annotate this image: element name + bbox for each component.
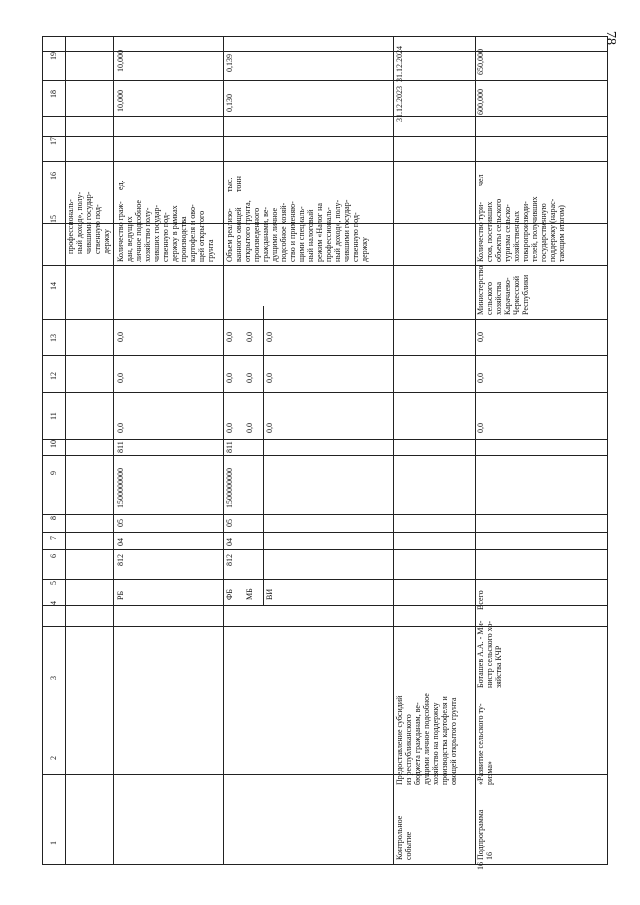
cell-value: 0,0 [116,332,125,342]
cell-unit: ед. [116,180,125,190]
cell-indicator: Количество граж- дан, ведущих личное подсобное хозяйство полу- чивших государ- ственную под- держку в рамках производства картофеля и ово- щей открытого грунта [116,200,215,262]
cell-unit: чел [476,174,485,186]
cell-code: 04 [116,538,125,546]
cell-value: 0,0 [265,332,274,342]
cell-value: 0,0 [225,373,234,383]
col-num: 4 [49,601,58,605]
col-num: 16 [49,172,58,180]
cell-code: 811 [225,441,234,453]
cell-value: 0,0 [476,373,485,383]
cell-executor: Министерство сельского хозяйства Карачаево- Черкесской Республики [476,265,530,315]
cell-code: 05 [225,519,234,527]
col-num: 1 [49,841,58,845]
cell-label: Подпрограмма 16 [476,809,494,860]
col-num: 12 [49,372,58,380]
cell-label: Контрольное событие [395,815,413,860]
cell-responsible: Боташев А.А. - Ми- нистр сельского хо- зяйства КЧР [476,620,503,688]
cell-code: 1500000000 [116,468,125,508]
cell-value: 10,000 [116,90,125,112]
col-num: 5 [49,581,58,585]
cell-description: Предоставление субсидий из республиканского бюджета гражданам, ве- дущими личное подсобное хозяйство на поддержку производства картофеля и овощей открытого грунта [395,693,458,785]
cell-value: 0,0 [245,423,254,433]
cell-number: 16 [476,862,485,870]
cell-source: ВИ [265,588,274,600]
cell-value: 0,0 [116,373,125,383]
cell-code: 05 [116,519,125,527]
col-num: 7 [49,536,58,540]
page-number: 78 [603,31,618,45]
col-num: 19 [49,52,58,60]
cell-code: 04 [225,538,234,546]
cell-source: ФБ [225,589,234,600]
col-num: 14 [49,282,58,290]
cell-description: «Развитие сельского ту- ризма» [476,703,494,785]
cell-value: 650,000 [476,49,485,75]
cell-value: 0,0 [245,373,254,383]
cell-indicator: Объем реализо- ванного овощей открытого грунта, произведенного гражданами, ве- дущими личное подсобное хозяй- ство и применяю- щими специаль- ный налоговый режим «Налог на профессиональ- ный доход», полу- чившими государ- ственную под- держку [225,199,369,262]
col-num: 17 [49,137,58,145]
cell-code: 812 [116,554,125,566]
cell-value: 600,000 [476,89,485,115]
cell-date: 31.12.2024 [395,46,404,82]
cell-value: 0,130 [225,94,234,112]
cell-value: 0,0 [116,423,125,433]
cell-source: РБ [116,590,125,600]
cell-unit: тыс. тонн [225,176,243,192]
cell-value: 0,0 [265,373,274,383]
col-num: 13 [49,334,58,342]
cell-code: 812 [225,554,234,566]
cell-value: 0,0 [265,423,274,433]
cell-value: 0,0 [245,332,254,342]
col-num: 15 [49,215,58,223]
cell-indicator: профессиональ- ный доход», полу- чившими государ- ственную под- держку [66,191,111,254]
cell-code: 811 [116,441,125,453]
table [42,36,608,865]
cell-value: 0,0 [476,423,485,433]
cell-source: МБ [245,588,254,600]
col-num: 6 [49,554,58,558]
cell-value: 0,0 [225,332,234,342]
cell-source: Всего [476,590,485,610]
cell-value: 0,0 [476,332,485,342]
cell-code: 1500000000 [225,468,234,508]
col-num: 3 [49,676,58,680]
cell-value: 10,000 [116,50,125,72]
cell-date: 31.12.2023 [395,86,404,122]
col-num: 9 [49,471,58,475]
cell-value: 0,139 [225,54,234,72]
cell-value: 0,0 [225,423,234,433]
col-num: 18 [49,90,58,98]
col-num: 8 [49,516,58,520]
col-num: 2 [49,756,58,760]
cell-indicator: Количество тури- стов, посетивших объекты сельского туризма сельско- хозяйственных товаропроизводи- телей, получивших государственную поддержку (нарас- тающим итогом) [476,196,566,262]
col-num: 11 [49,412,58,420]
col-num: 10 [49,440,58,448]
